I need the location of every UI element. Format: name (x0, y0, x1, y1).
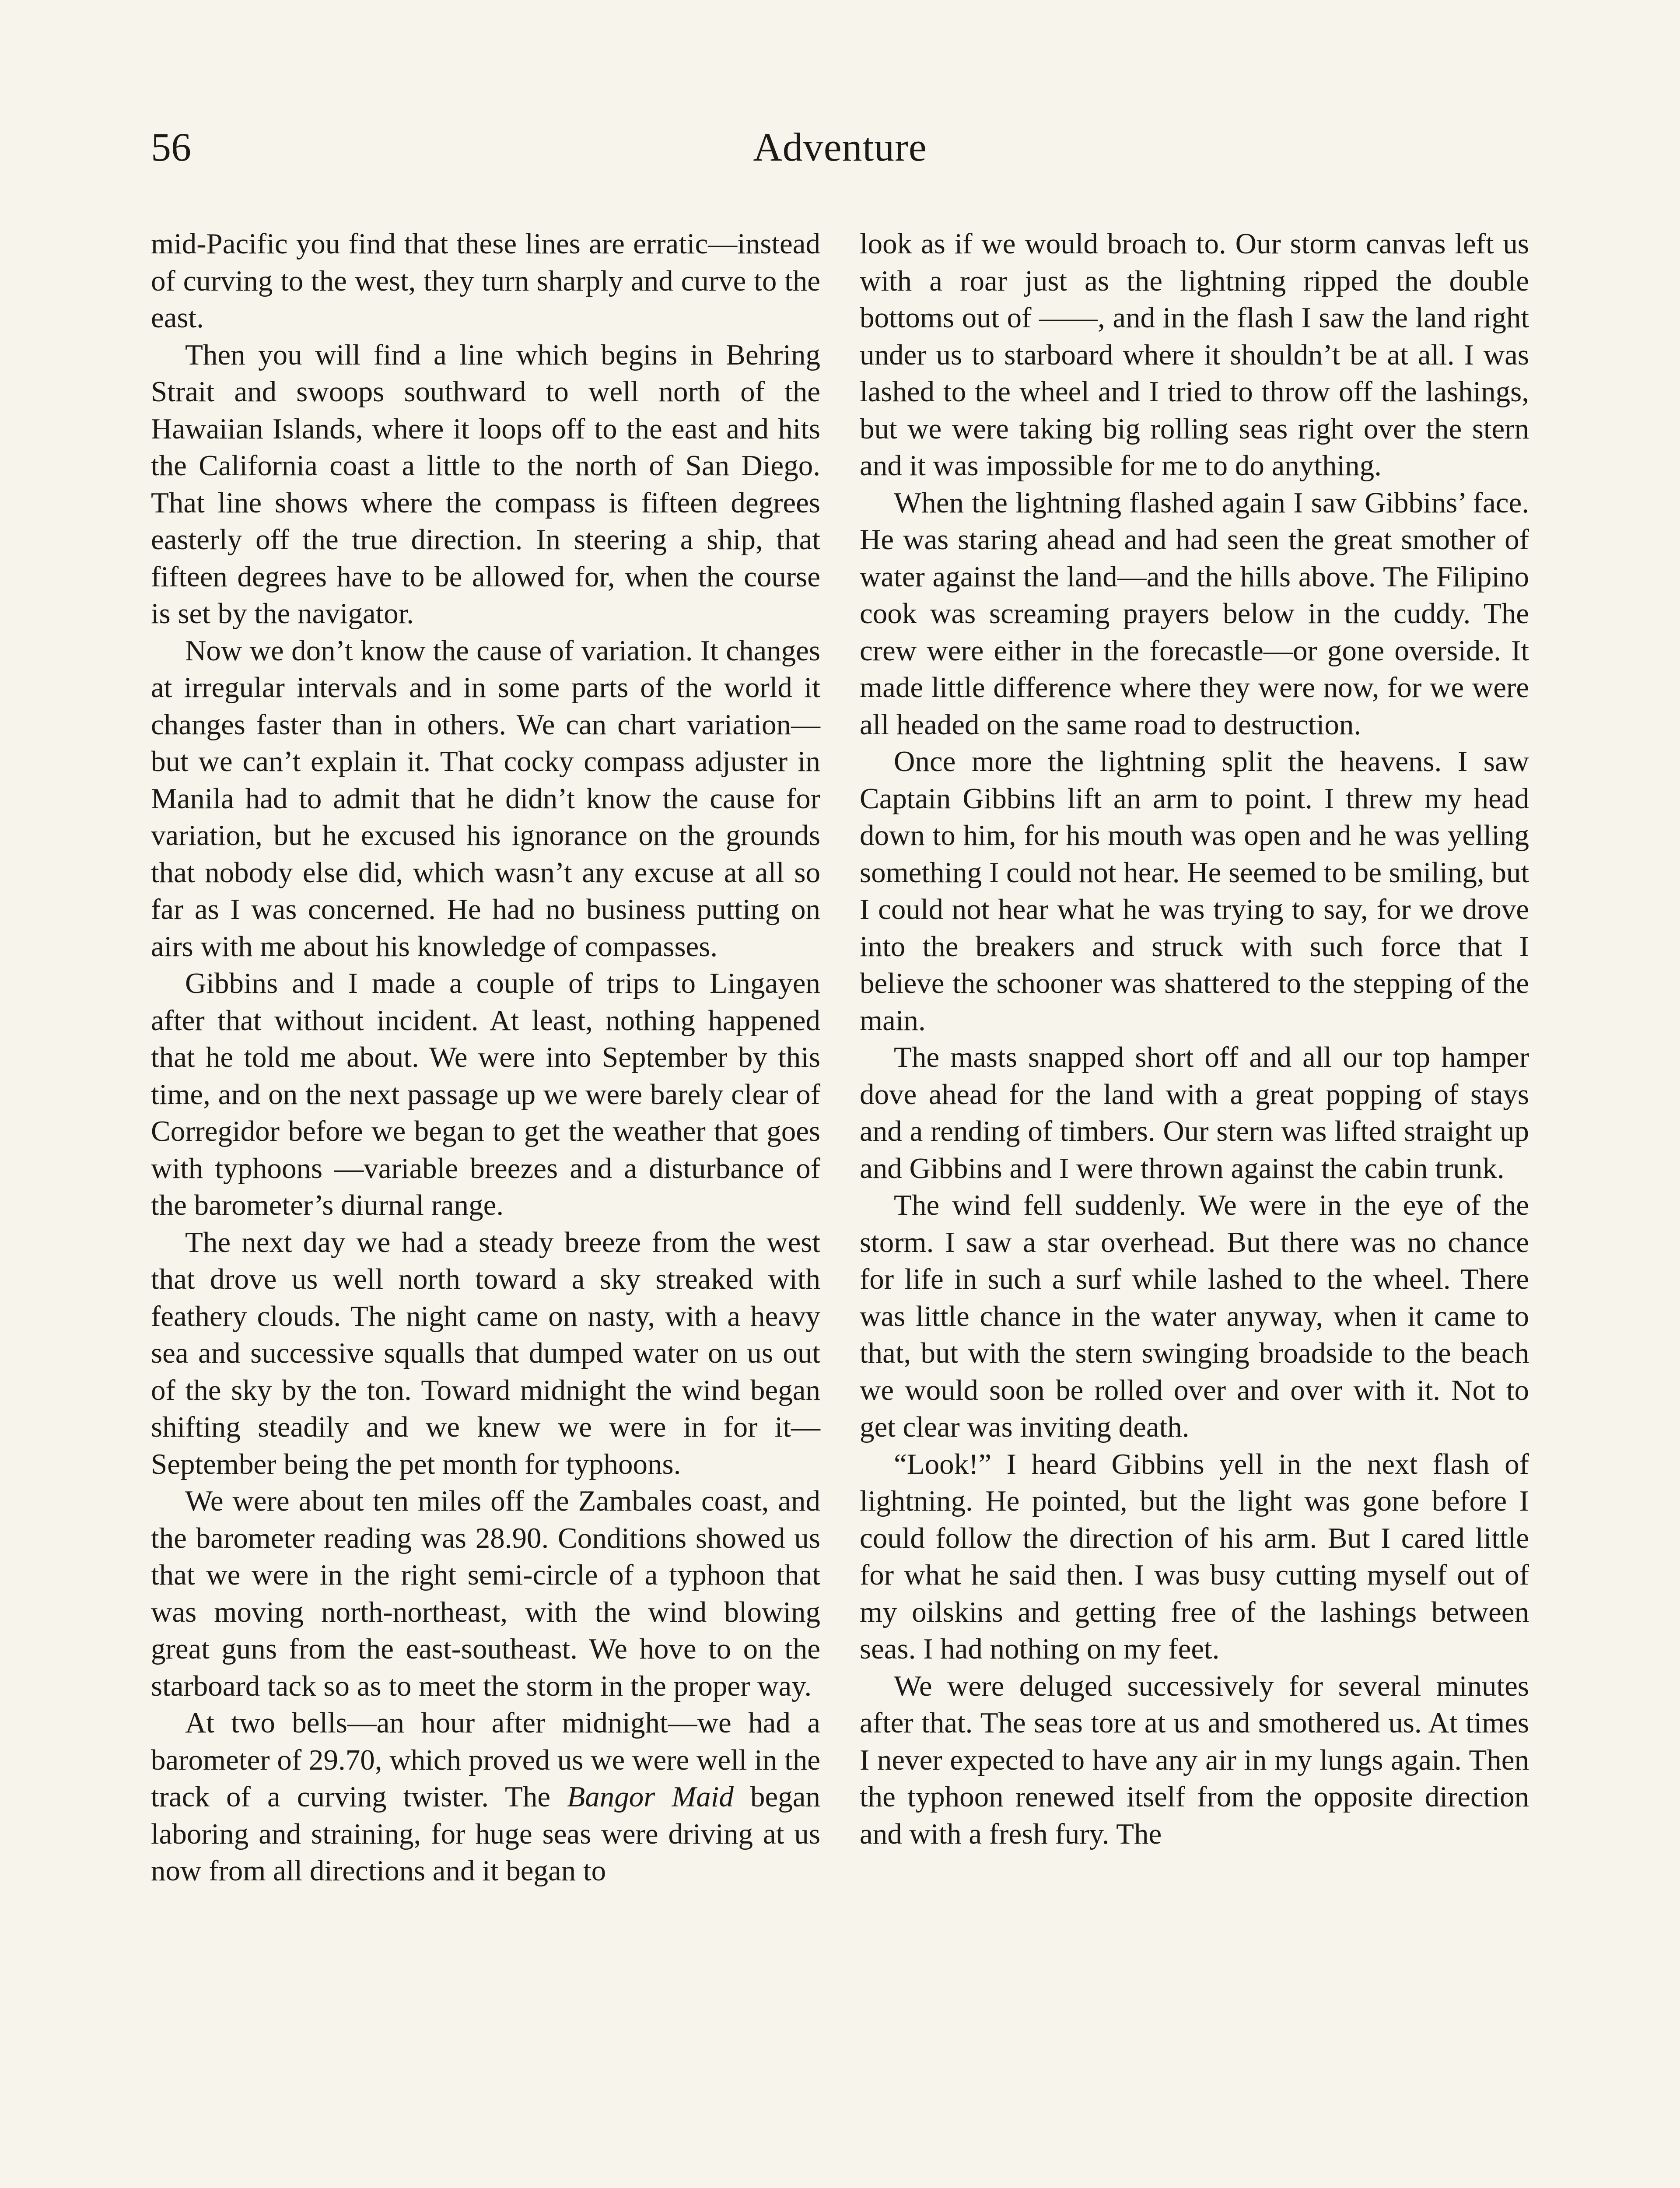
paragraph-text: At two bells—an hour after midnight—we had a barometer of 29.70, which proved us we were well in the track of a curving twister. The (151, 1707, 820, 1813)
paragraph: look as if we would broach to. Our storm canvas left us with a roar just as the lightning ripped the double bottoms out of ——, and in the flash I saw the land right under us to starboard where it shouldn’t be at all. I was lashed to the wheel and I tried to throw off the lashings, but we were taking big rolling seas right over the stern and it was impossible for me to do anything. (860, 228, 1529, 482)
paragraph: Once more the lightning split the heavens. I saw Captain Gibbins lift an arm to point. I threw my head down to him, for his mouth was open and he was yelling something I could not hear. He seemed to be smiling, but I could not hear what he was trying to say, for we drove into the breakers and struck with such force that I believe the schooner was shattered to the stepping of the main. (860, 745, 1529, 1037)
paragraph: Now we don’t know the cause of variation. It changes at irregular intervals and in some parts of the world it changes faster than in others. We can chart variation—but we can’t explain it. That cocky compass adjuster in Manila had to admit that he didn’t know the cause for variation, but he excused his ignorance on the grounds that nobody else did, which wasn’t any excuse at all so far as I was concerned. He had no business putting on airs with me about his knowledge of compasses. (151, 634, 820, 963)
left-column (151, 225, 820, 1890)
paragraph: When the lightning flashed again I saw Gibbins’ face. He was staring ahead and had seen the great smother of water against the land—and the hills above. The Filipino cook was screaming prayers below in the cuddy. The crew were either in the forecastle—or gone overside. It made little difference where they were now, for we were all headed on the same road to destruction. (860, 486, 1529, 741)
paragraph: We were about ten miles off the Zambales coast, and the barometer reading was 28.90. Conditions showed us that we were in the right semi-circle of a typhoon that was moving north-northeast, with the wind blowing great guns from the east-southeast. We hove to on the starboard tack so as to meet the storm in the proper way. (151, 1485, 820, 1702)
paragraph: “Look!” I heard Gibbins yell in the next flash of lightning. He pointed, but the light was gone before I could follow the direction of his arm. But I cared little for what he said then. I was busy cutting myself out of my oilskins and getting free of the lashings between seas. I had nothing on my feet. (860, 1448, 1529, 1665)
right-column (860, 225, 1529, 1852)
page-number: 56 (151, 125, 191, 169)
paragraph: The next day we had a steady breeze from the west that drove us well north toward a sky streaked with feathery clouds. The night came on nasty, with a heavy sea and successive squalls that dumped water on us out of the sky by the ton. Toward midnight the wind began shifting steadily and we knew we were in for it—September being the pet month for typhoons. (151, 1226, 820, 1480)
paragraph-text: began laboring and straining, for huge seas were driving at us now from all directions and it began to (151, 1781, 820, 1887)
paragraph: Gibbins and I made a couple of trips to Lingayen after that without incident. At least, nothing happened that he told me about. We were into September by this time, and on the next passage up we were barely clear of Corregidor before we began to get the weather that goes with typhoons —variable breezes and a disturbance of the barometer’s diurnal range. (151, 967, 820, 1221)
paragraph (151, 1704, 820, 1890)
paragraph: We were deluged successively for several minutes after that. The seas tore at us and smothered us. At times I never expected to have any air in my lungs again. Then the typhoon renewed itself from the opposite direction and with a fresh fury. The (860, 1669, 1529, 1850)
ship-name: Bangor Maid (567, 1781, 734, 1813)
paragraph: The masts snapped short off and all our top hamper dove ahead for the land with a great popping of stays and a rending of timbers. Our stern was lifted straight up and Gibbins and I were thrown against the cabin trunk. (860, 1041, 1529, 1185)
paragraph: Then you will find a line which begins in Behring Strait and swoops southward to well north of the Hawaiian Islands, where it loops off to the east and hits the California coast a little to the north of San Diego. That line shows where the compass is fifteen degrees easterly off the true direction. In steering a ship, that fifteen degrees have to be allowed for, when the course is set by the navigator. (151, 338, 820, 630)
running-head-title: Adventure (753, 125, 927, 169)
paragraph: mid-Pacific you find that these lines are erratic—instead of curving to the west, they turn sharply and curve to the east. (151, 228, 820, 334)
paragraph: The wind fell suddenly. We were in the eye of the storm. I saw a star overhead. But there was no chance for life in such a surf while lashed to the wheel. There was little chance in the water anyway, when it came to that, but with the stern swinging broadside to the beach we would soon be rolled over and over with it. Not to get clear was inviting death. (860, 1189, 1529, 1443)
